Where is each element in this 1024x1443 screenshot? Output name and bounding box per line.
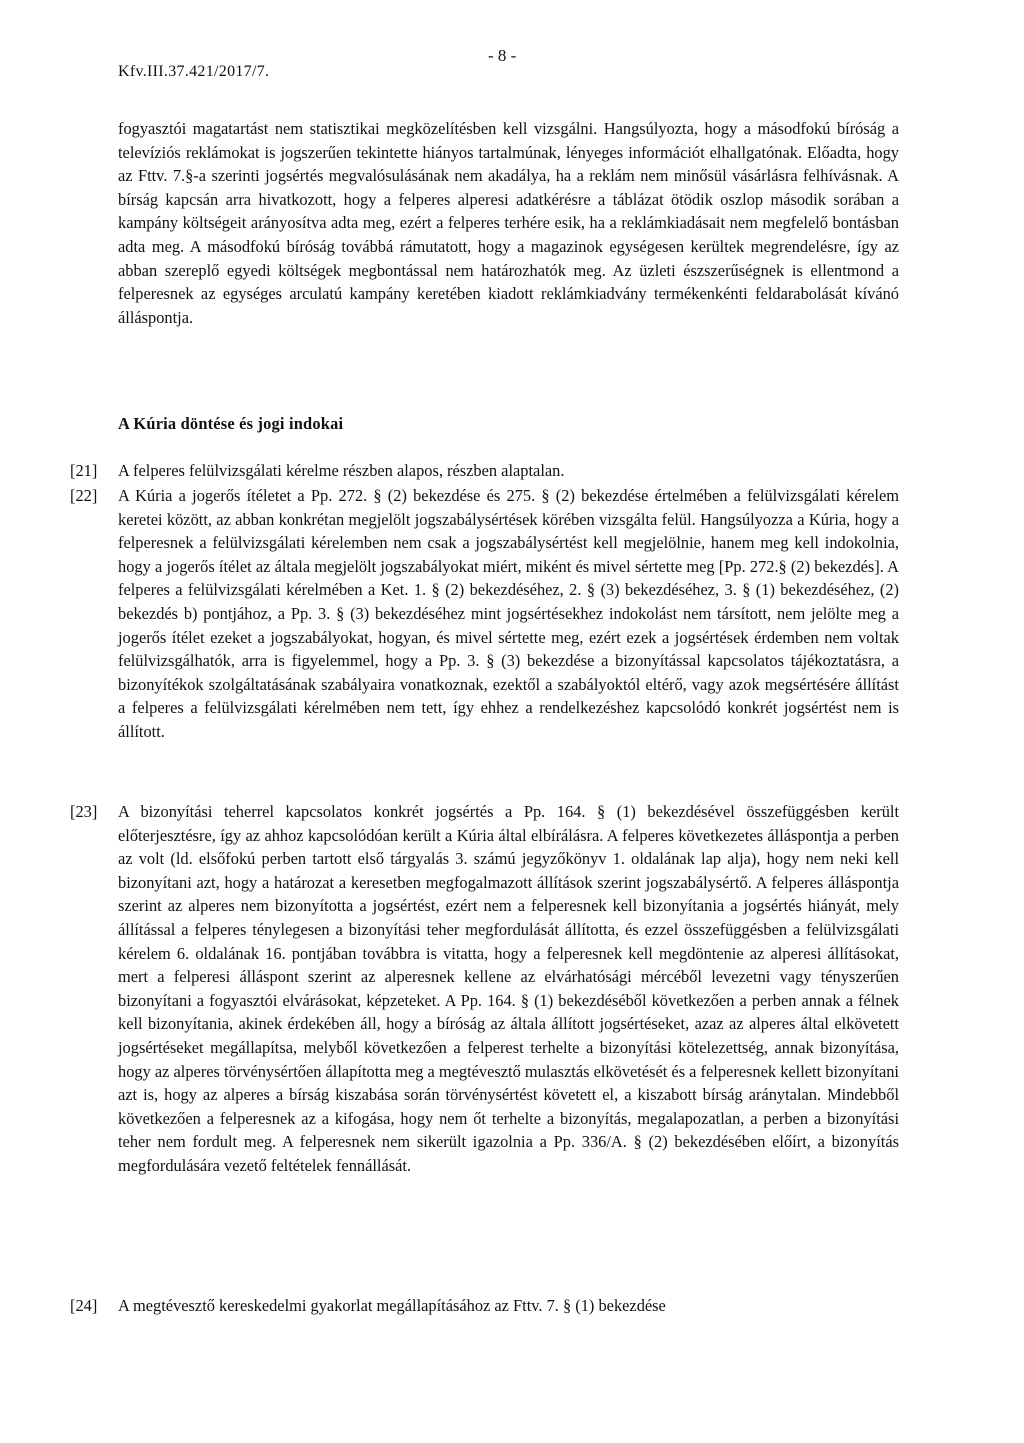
numbered-paragraph-24 xyxy=(70,1294,899,1318)
page-number: - 8 - xyxy=(488,46,517,65)
numbered-paragraph-21 xyxy=(70,459,899,483)
paragraph-number: [24] xyxy=(70,1296,98,1315)
paragraph-number: [22] xyxy=(70,486,98,505)
numbered-paragraph-22 xyxy=(70,484,899,744)
paragraph-number: [21] xyxy=(70,461,98,480)
section-heading: A Kúria döntése és jogi indokai xyxy=(118,414,344,433)
numbered-paragraph-23 xyxy=(70,800,899,1178)
paragraph-text: A megtévesztő kereskedelmi gyakorlat megállapításához az Fttv. 7. § (1) bekezdése xyxy=(118,1296,666,1315)
paragraph-text: A felperes felülvizsgálati kérelme részben alapos, részben alaptalan. xyxy=(118,461,565,480)
paragraph-text: A bizonyítási teherrel kapcsolatos konkrét jogsértés a Pp. 164. § (1) bekezdésével összefüggésben került előterjesztésre, így az ahhoz kapcsolódóan került a Kúria által elbírálásra. A felperes következetes álláspontja a perben az volt (ld. elsőfokú perben tartott első tárgyalás 3. számú jegyzőkönyv 1. oldalának lap alja), hogy nem neki kell bizonyítani azt, hogy a határozat a keresetben megfogalmazott állítások szerint jogszabálysértő. A felperes álláspontja szerint az alperes nem bizonyította a jogsértést, ezért nem a felperesnek kell bizonyítania a jogsértés hiányát, mely állítással a felperes ténylegesen a bizonyítási teher megfordulását állította, és ezzel összefüggésben a felülvizsgálati kérelem 6. oldalának 16. pontjában továbbra is vitatta, hogy a felperesnek kell megdöntenie az alperesi állításokat, mert a felperesi álláspont szerint az alperesnek kellene az elvárhatósági mércéből levezetni vagy tényszerűen bizonyítani a fogyasztói elvárásokat, képzeteket. A Pp. 164. § (1) bekezdéséből következően a perben annak a félnek kell bizonyítania, akinek érdekében áll, hogy a bíróság az általa állított jogsértéseket, azaz az alperes által elkövetett jogsértéseket megállapítsa, melyből következően a felperest terhelte a bizonyítási kötelezettség, annak bizonyítása, hogy az alperes törvénysértően állapította meg a megtévesztő mulasztás elkövetését és a felperesnek kellett bizonyítani azt is, hogy az alperes a bírság kiszabása során törvénysértést követett el, a kiszabott bírság aránytalan. Mindebből következően a felperesnek az a kifogása, hogy nem őt terhelte a bizonyítás, megalapozatlan, a perben a bizonyítási teher nem fordult meg. A felperesnek nem sikerült igazolnia a Pp. 336/A. § (2) bekezdésében előírt, a bizonyítás megfordulására vezető feltételek fennállását. xyxy=(118,802,899,1175)
paragraph-text: A Kúria a jogerős ítéletet a Pp. 272. § (2) bekezdése és 275. § (2) bekezdése értelmében a felülvizsgálati kérelem keretei között, az abban konkrétan megjelölt jogszabálysértések körében vizsgálta felül. Hangsúlyozza a Kúria, hogy a felperesnek a felülvizsgálati kérelemben nem csak a jogszabálysértést kell megjelölnie, hanem meg kell indokolnia, hogy a jogerős ítélet az általa megjelölt jogszabályokat miért, miként és mivel sértette meg [Pp. 272.§ (2) bekezdés]. A felperes a felülvizsgálati kérelmében a Ket. 1. § (2) bekezdéséhez, 2. § (3) bekezdéséhez, 3. § (1) bekezdéséhez, (2) bekezdés b) pontjához, a Pp. 3. § (3) bekezdéséhez mint jogsértésekhez indokolást nem társított, nem jelölte meg a jogerős ítélet ezeket a jogszabályokat, hogyan, és mivel sértette meg, ezért ezek a jogsértések érdemben nem voltak felülvizsgálhatók, arra is figyelemmel, hogy a Pp. 3. § (3) bekezdése a bizonyítással kapcsolatos tájékoztatásra, a bizonyítékok szolgáltatásának szabályaira vonatkoznak, ezektől a szabályoktól eltérő, vagy azok megsértésére állítást a felperes a felülvizsgálati kérelmében nem tett, így ehhez a rendelkezéshez kapcsolódó konkrét jogsértést nem is állított. xyxy=(118,486,899,741)
intro-paragraph: fogyasztói magatartást nem statisztikai megközelítésben kell vizsgálni. Hangsúlyozta, hogy a másodfokú bíróság a televíziós reklámokat is jogszerűen tekintette hiányos tartalmúnak, lényeges információt elhallgatónak. Előadta, hogy az Fttv. 7.§-a szerinti jogsértés megvalósulásának nem akadálya, ha a reklám nem minősül vásárlásra felhívásnak. A bírság kapcsán arra hivatkozott, hogy a felperes alperesi adatkérésre a táblázat ötödik oszlop második sorában a kampány költségeit arányosítva adta meg, ezért a felperes terhére esik, ha a reklámkiadásait nem megfelelő bontásban adta meg. A másodfokú bíróság továbbá rámutatott, hogy a magazinok egységesen kerültek megrendelésre, így az abban szereplő egyedi költségek megbontással nem határozhatók meg. Az üzleti észszerűségnek is ellentmond a felperesnek az egységes arculatú kampány keretében kiadott reklámkiadvány termékenkénti feldarabolását kívánó álláspontja. xyxy=(118,119,899,327)
paragraph-number: [23] xyxy=(70,802,98,821)
case-number: Kfv.III.37.421/2017/7. xyxy=(118,63,270,80)
